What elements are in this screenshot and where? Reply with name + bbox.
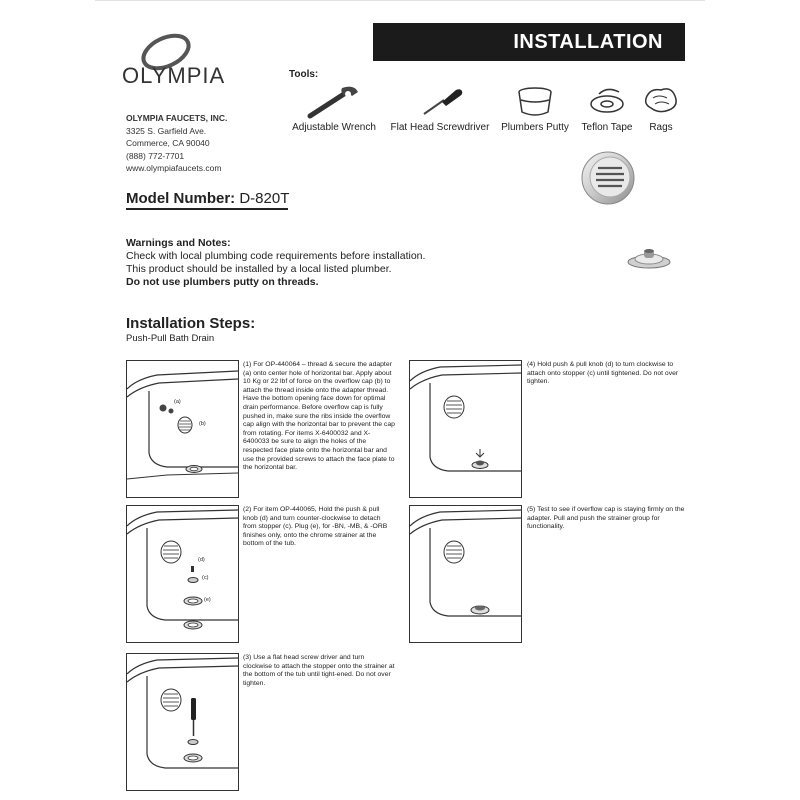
tool-label: Plumbers Putty [501,122,569,133]
company-website: www.olympiafaucets.com [126,163,222,173]
drain-stopper-product-image [626,247,672,271]
adjustable-wrench-icon [304,84,364,120]
tub-knob-diagram [410,361,521,497]
tools-label: Tools: [289,69,319,80]
callout-a: (a) [174,399,181,405]
tub-test-diagram [410,506,521,642]
step-4-illustration [409,360,522,498]
tool-screwdriver [386,84,494,133]
tool-label: Teflon Tape [581,122,633,133]
callout-b: (b) [199,421,206,427]
callout-e: (e) [204,597,211,603]
step-5-illustration [409,505,522,643]
banner-title: INSTALLATION [513,30,663,53]
warnings-notes [126,237,425,289]
model-label: Model Number: [126,190,236,207]
warnings-heading: Warnings and Notes: [126,237,231,249]
step-4-text: (4) Hold push & pull knob (d) to turn clockwise to attach onto stopper (c) until tightened. Do not over tighten. [527,361,679,386]
tub-overflow-diagram [127,361,238,497]
top-rule [95,0,705,1]
tool-plumbers-putty [498,84,572,133]
tool-label: Adjustable Wrench [292,122,376,133]
rags-icon [641,84,681,120]
step-2-illustration [126,505,239,643]
step-1-illustration [126,360,239,498]
company-address-2: Commerce, CA 90040 [126,138,210,148]
logo-text: OLYMPIA [122,63,226,88]
tool-label: Flat Head Screwdriver [390,122,490,133]
tub-screwdriver-diagram [127,654,238,790]
step-3-text: (3) Use a flat head screw driver and turn clockwise to attach the stopper onto the strainer at the bottom of the tub until tight-ened. Do not over tighten. [243,654,395,687]
warning-line-bold: Do not use plumbers putty on threads. [126,276,319,288]
company-address-1: 3325 S. Garfield Ave. [126,125,207,136]
overflow-cap-product-image [580,150,636,206]
step-1-text: (1) For OP-440064 – thread & secure the adapter (a) onto center hole of horizontal bar. Apply about 10 Kg or 22 lbf of force on the overflow cap (b) to attach the thread inside onto the adapter thread. Have the bottom opening face down for optimal drain performance. Before overflow cap is fully pushed in, make sure the ribs inside the overflow cap align with the horizontal bar to prevent the cap from rotating. For items X-6400032 and X-6400033 be sure to align the holes of the respected face plate onto the horizontal bar and use the provided screws to attach the face plate to the horizontal bar. [243,361,395,472]
callout-c: (c) [202,575,209,581]
step-5-text: (5) Test to see if overflow cap is staying firmly on the adapter. Pull and push the strainer group for functionality. [527,506,685,531]
tool-teflon-tape [576,84,638,133]
model-value: D-820T [239,190,290,207]
company-phone: (888) 772-7701 [126,150,185,161]
steps-subtitle: Push-Pull Bath Drain [126,333,215,344]
warning-line: This product should be installed by a local listed plumber. [126,263,392,275]
company-info [126,112,227,175]
company-name: OLYMPIA FAUCETS, INC. [126,113,228,123]
warning-line: Check with local plumbing code requirements before installation. [126,250,426,262]
tool-label: Rags [649,122,673,133]
putty-icon [513,84,557,120]
tool-rags [640,84,682,133]
model-number [126,190,288,210]
callout-d: (d) [198,557,205,563]
step-3-illustration [126,653,239,791]
teflon-tape-icon [585,84,629,120]
step-2-text: (2) For item OP-440065, Hold the push & pull knob (d) and turn counter-clockwise to detach from stopper (c). Plug (e), for -BN, -MB, & -ORB finishes only, onto the chrome strainer at the bottom of the tub. [243,506,388,548]
tub-stopper-diagram [127,506,238,642]
screwdriver-icon [410,84,470,120]
installation-banner [373,23,685,61]
steps-title: Installation Steps: [126,315,256,332]
tool-adjustable-wrench [288,84,380,133]
